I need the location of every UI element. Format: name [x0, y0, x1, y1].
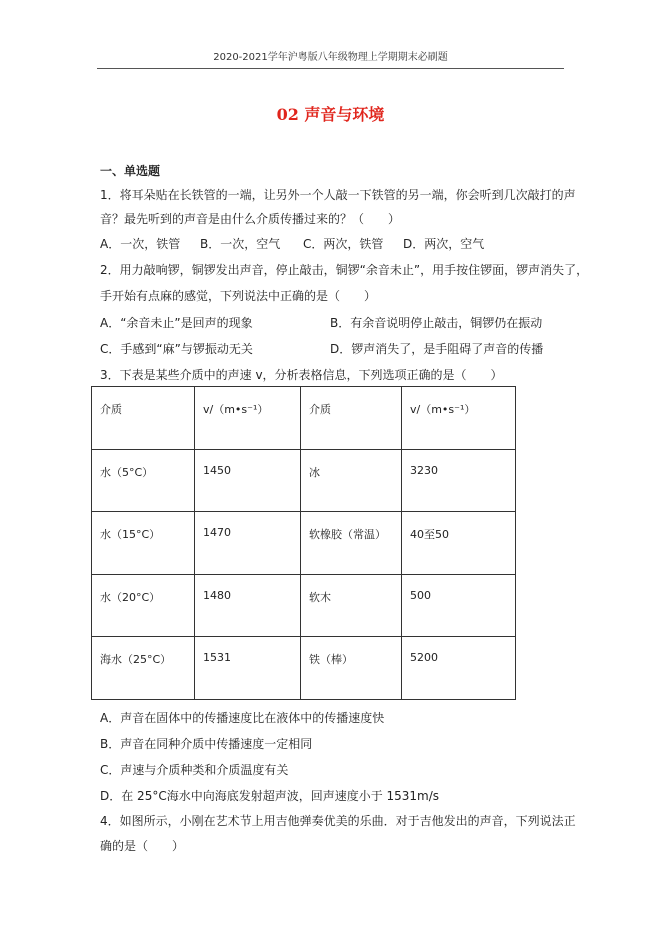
table-cell: 40至50	[402, 512, 516, 575]
sound-speed-table	[91, 386, 516, 700]
table-cell: 冰	[301, 449, 402, 512]
question-3-line-1: 3．下表是某些介质中的声速 v，分析表格信息，下列选项正确的是（ ）	[100, 368, 503, 382]
table-row	[92, 574, 516, 637]
table-header-cell: v/（m•s⁻¹）	[402, 387, 516, 450]
table-cell: 1450	[195, 449, 301, 512]
q1-option-c: C．两次，铁管	[303, 237, 384, 251]
document-title: 02 声音与环境	[276, 105, 385, 124]
question-4-line-1: 4．如图所示，小刚在艺术节上用吉他弹奏优美的乐曲．对于吉他发出的声音，下列说法正	[100, 814, 576, 828]
table-header-cell: 介质	[92, 387, 195, 450]
table-cell: 水（5°C）	[92, 449, 195, 512]
table-cell: 3230	[402, 449, 516, 512]
q1-option-b: B．一次，空气	[200, 237, 281, 251]
table-cell: 水（20°C）	[92, 574, 195, 637]
table-cell: 软橡胶（常温）	[301, 512, 402, 575]
question-2-line-2: 手开始有点麻的感觉，下列说法中正确的是（ ）	[100, 289, 377, 303]
table-header-cell: 介质	[301, 387, 402, 450]
table-cell: 1531	[195, 637, 301, 700]
question-2-line-1: 2．用力敲响锣，铜锣发出声音，停止敲击，铜锣“余音未止”，用手按住锣面，锣声消失了，	[100, 263, 589, 277]
table-header-row	[92, 387, 516, 450]
table-cell: 500	[402, 574, 516, 637]
q2-option-c: C．手感到“麻”与锣振动无关	[100, 342, 253, 356]
q2-option-a: A．“余音未止”是回声的现象	[100, 316, 253, 330]
q1-option-d: D．两次，空气	[403, 237, 485, 251]
table-cell: 水（15°C）	[92, 512, 195, 575]
page-header: 2020-2021学年沪粤版八年级物理上学期期末必刷题	[97, 48, 564, 69]
table-cell: 5200	[402, 637, 516, 700]
table-cell: 软木	[301, 574, 402, 637]
table-row	[92, 637, 516, 700]
table-header-cell: v/（m•s⁻¹）	[195, 387, 301, 450]
table-cell: 海水（25°C）	[92, 637, 195, 700]
table-cell: 铁（棒）	[301, 637, 402, 700]
q3-option-b: B．声音在同种介质中传播速度一定相同	[100, 737, 313, 751]
q2-option-b: B．有余音说明停止敲击，铜锣仍在振动	[330, 316, 543, 330]
question-1-line-2: 音？最先听到的声音是由什么介质传播过来的？（ ）	[100, 212, 401, 226]
table-cell: 1480	[195, 574, 301, 637]
q3-option-d: D．在 25°C海水中向海底发射超声波，回声速度小于 1531m/s	[100, 789, 440, 803]
q3-option-c: C．声速与介质种类和介质温度有关	[100, 763, 289, 777]
question-1-line-1: 1．将耳朵贴在长铁管的一端，让另外一个人敲一下铁管的另一端，你会听到几次敲打的声	[100, 188, 576, 202]
table-row	[92, 449, 516, 512]
table-cell: 1470	[195, 512, 301, 575]
q1-option-a: A．一次，铁管	[100, 237, 181, 251]
section-heading: 一、单选题	[100, 164, 161, 178]
q2-option-d: D．锣声消失了，是手阻碍了声音的传播	[330, 342, 544, 356]
question-4-line-2: 确的是（ ）	[100, 839, 185, 853]
q3-option-a: A．声音在固体中的传播速度比在液体中的传播速度快	[100, 711, 385, 725]
table-row	[92, 512, 516, 575]
